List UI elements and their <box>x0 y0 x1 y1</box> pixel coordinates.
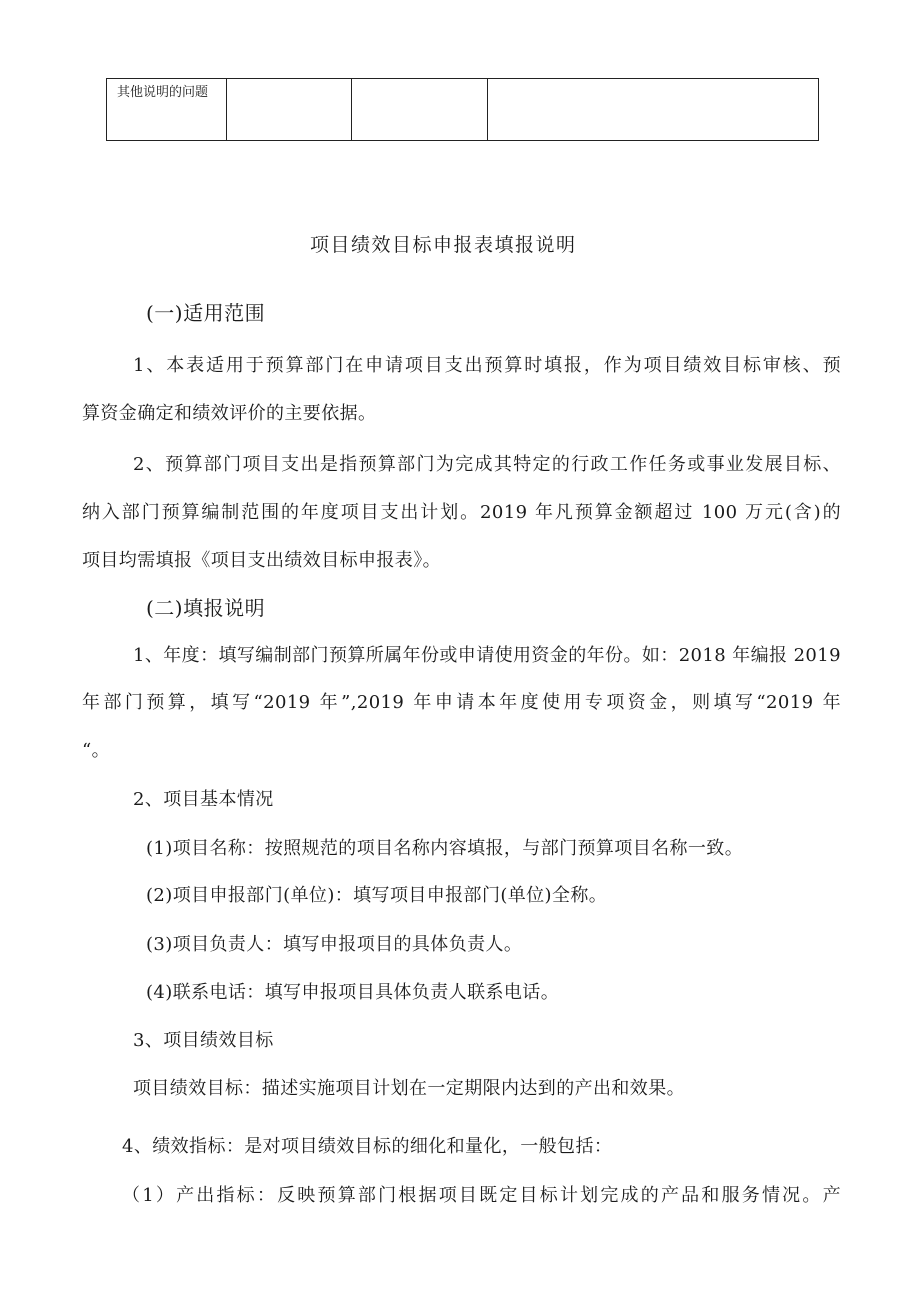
table-cell <box>352 79 488 141</box>
list-item: (2)项目申报部门(单位)：填写项目申报部门(单位)全称。 <box>146 885 608 906</box>
paragraph-line: 项目绩效目标：描述实施项目计划在一定期限内达到的产出和效果。 <box>133 1078 685 1099</box>
subsection-heading: 4、绩效指标：是对项目绩效目标的细化和量化，一般包括： <box>122 1136 613 1157</box>
subsection-heading: 2、项目基本情况 <box>133 789 274 810</box>
list-item: (4)联系电话：填写申报项目具体负责人联系电话。 <box>146 982 560 1003</box>
table-cell-label: 其他说明的问题 <box>107 79 227 141</box>
paragraph-line: （1）产出指标：反映预算部门根据项目既定目标计划完成的产品和服务情况。产 <box>122 1185 841 1206</box>
paragraph-line: “。 <box>82 740 111 761</box>
paragraph-line: 2、预算部门项目支出是指预算部门为完成其特定的行政工作任务或事业发展目标、 <box>133 454 841 475</box>
document-title: 项目绩效目标申报表填报说明 <box>310 234 577 256</box>
table-row <box>107 79 819 141</box>
section-heading: (二)填报说明 <box>146 596 266 620</box>
paragraph-line: 1、本表适用于预算部门在申请项目支出预算时填报，作为项目绩效目标审核、预 <box>133 355 841 376</box>
info-table <box>106 78 819 141</box>
subsection-heading: 3、项目绩效目标 <box>133 1030 274 1051</box>
paragraph-line: 项目均需填报《项目支出绩效目标申报表》。 <box>82 550 441 571</box>
paragraph-line: 年部门预算，填写“2019 年”,2019 年申请本年度使用专项资金，则填写“2019 年 <box>82 692 841 713</box>
section-heading: (一)适用范围 <box>146 301 266 325</box>
table-cell <box>488 79 819 141</box>
paragraph-line: 1、年度：填写编制部门预算所属年份或申请使用资金的年份。如：2018 年编报 2019 <box>133 645 841 666</box>
list-item: (3)项目负责人：填写申报项目的具体负责人。 <box>146 934 523 955</box>
paragraph-line: 算资金确定和绩效评价的主要依据。 <box>82 403 377 424</box>
list-item: (1)项目名称：按照规范的项目名称内容填报，与部门预算项目名称一致。 <box>146 838 744 859</box>
paragraph-line: 纳入部门预算编制范围的年度项目支出计划。2019 年凡预算金额超过 100 万元(含)的 <box>82 502 841 523</box>
table-cell <box>227 79 352 141</box>
